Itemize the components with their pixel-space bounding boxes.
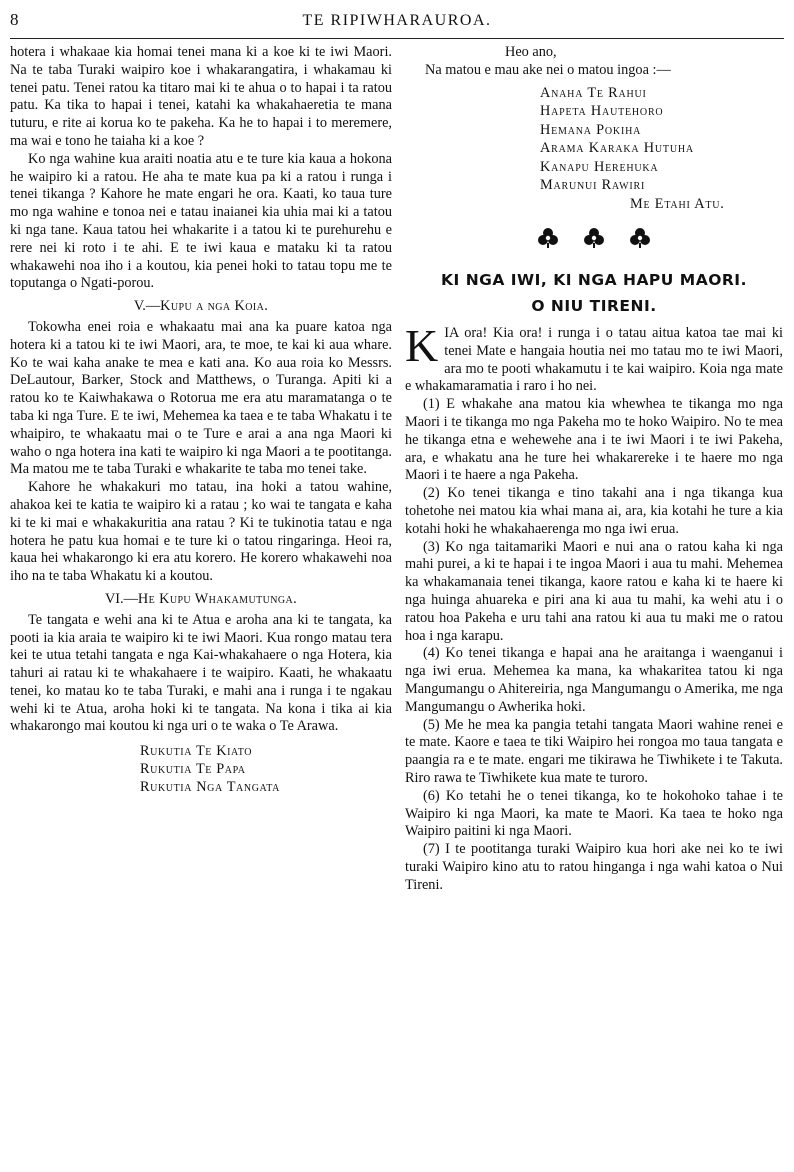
signature: Arama Karaka Hutuha — [540, 140, 694, 157]
numbered-item: (6) Ko tetahi he o tenei tikanga, ko te hokohoko tahae i te Waipiro ki nga Maori, ka mate te Maori. Ka taea te hoko nga Waipiro paitini ki nga Maori. — [405, 787, 783, 840]
numbered-item: (1) E whakahe ana matou kia whewhea te tikanga mo nga Maori i te tikanga mo nga Pakeha mo te hoko Waipiro. No te mea he tikanga etna e wehewehe ana i te iwi Maori i te iwi Pakeha, ara, e whakatu ana he ture hei whakarereke i te haere mo nga Maori i te haere a nga Pakeha. — [405, 396, 783, 484]
article-intro — [405, 320, 783, 396]
article-subtitle: O NIU TIRENI. — [531, 297, 657, 316]
running-title: TE RIPIWHARAUROA. — [302, 12, 492, 29]
closing-line: Na matou e mau ake nei o matou ingoa :— — [425, 61, 671, 78]
paragraph: Ko nga wahine kua araiti noatia atu e te ture kia kaua a hokona he waipiro ki a ratou. He aha te mate kua pa ki a ratou i runga i tenei tikanga ? Kahore he mate engari he ora. Kaati, ko taua ture mo nga wahine e tonoa nei e tatau inaianei kia uhia mai ki a tatou ki nga tane. Kaua tatou hei whakarite i a tatou ki te purehurehu e rere nei ki roto i te ahi. E te iwi kaua e mataku ki ta ratou whakawehi noa iho i a koutou, kia penei hoki to tatau topu me te toputanga o Ngati-porou. — [10, 150, 392, 292]
page-header — [10, 10, 784, 36]
section-number: V.— — [133, 298, 161, 315]
section-heading-v — [10, 298, 392, 316]
drop-cap: K — [405, 320, 439, 372]
numbered-item: (3) Ko nga taitamariki Maori e nui ana o ratou kaha ki nga mahi purei, a ki te hapai i te ingoa Maori i aua tu mahi. Mehemea ka whakamanaia tenei tikanga, kaore ratou e kaha ki te haere ki nga huinga ahuareka e piri ana ki aua tu mahi, ka wehi atu i o ratou hoa Pakeha e uru tahi ana ratou ki aua tu maki me o ratou hoa i nga karapu. — [405, 538, 783, 644]
page-number: 8 — [10, 10, 19, 29]
paragraph: IA ora! Kia ora! i runga i o tatau aitua katoa tae mai ki tenei Mate e hangaia houtia nei mo tatau mo te iwi Maori, ara mo te pooti whakamutu i te kai waipiro. Koia nga mate e whakamaramatia i raro i ho nei. — [405, 325, 783, 395]
left-column — [10, 44, 392, 1168]
signature: Rukutia Nga Tangata — [140, 779, 280, 796]
closing-salutation: Heo ano, — [505, 44, 557, 60]
paragraph: Te tangata e wehi ana ki te Atua e aroha ana ki te tangata, ka pooti ia kia araia te waipiro ki te iwi Maori. Kua rongo matau tera kei te utua tetahi tangata e nga Kai-whakahaere o nga Hotera, kia tahuri ai ratau ki te whakahaere i te waipiro. Kaati, he whakaatu tenei, ko matau ko te taba Turaki, e mahi ana i runga i te ngakau wehi ki te Atua, aroha hoki ki te tangata. Na kona i tika ai kia whakarongo mai koutou ki nga uri o te waka o Te Arawa. — [10, 611, 392, 735]
signature: Hemana Pokiha — [540, 121, 642, 138]
signature-block — [10, 742, 392, 796]
article-title: KI NGA IWI, KI NGA HAPU MAORI. — [441, 271, 747, 290]
paragraph: hotera i whakaae kia homai tenei mana ki a koe ki te iwi Maori. Na te taba Turaki waipiro koe i whakarangatira, i whakamau ki tenei patu. Tenei ratou ka titaro mai ki te ahua o to hapai i ta ratou patu. Ka tika to hapai i tenei, katahi ka whakahaeretia te mana tuturu, e rite ai korua ko te pakeha. Ka he to hapai i to meremere, ma wai e tono he taiaha ki a koe ? — [10, 44, 392, 149]
numbered-item: (4) Ko tenei tikanga e hapai ana he araitanga i waenganui i nga iwi erua. Mehemea ka mana, ka whakaritea tatou ki nga Mangumangu o Ahitereiria, nga Mangumangu o Amerika, me nga Mangumangu o Awherika hoki. — [405, 645, 783, 715]
right-column — [405, 44, 783, 1168]
section-title: Kupu a nga Koia. — [160, 298, 269, 315]
numbered-item: (2) Ko tenei tikanga e tino takahi ana i nga tikanga kua tohetohe nei matou kia whai mana ai, ara, kia kotahi he ture a kia kotahi hoki he whakahaerenga mo nga iwi erua. — [405, 485, 783, 537]
signature-block — [405, 84, 783, 214]
flower-ornament-icon — [629, 227, 651, 249]
signature: Rukutia Te Papa — [140, 761, 246, 778]
paragraph: Tokowha enei roia e whakaatu mai ana ka puare katoa nga hotera ki a tatou ki te iwi Maori, ara, te moe, te kai ki aua whare. Ko te wai kaha anake te mea e kati ana. Ko aua roia ko Messrs. DeLautour, Barker, Stock and Matthews, o Turanga. Apiti ki a ratou ko te Kaiwhakawa o Rotorua me era atu maramatanga o te taba ki nga Ture. E te iwi, Mehemea ka taea e te taba Whakatu i te whaipiro, te whakaatu mai o te Ture e arai a ana nga Maori ki waho o nga hotera ina kati te waipiro ki nga Maori a te pootitanga. Ma matou me te taba Turaki e whakarite te taba mo tenei take. — [10, 318, 392, 478]
signature: Kanapu Herehuka — [540, 158, 659, 175]
ornament-row — [405, 227, 783, 253]
signature: Anaha Te Rahui — [540, 84, 647, 101]
flower-ornament-icon — [537, 227, 559, 249]
signature: Hapeta Hautehoro — [540, 103, 664, 120]
header-rule — [10, 38, 784, 39]
section-number: VI.— — [104, 590, 138, 607]
paragraph: Kahore he whakakuri mo tatau, ina hoki a tatou wahine, ahakoa kei te katia te waipiro ki a ratau ; ko wai te tangata e kaha ki te ki mai e whakakuritia ana ratau ? Ki te tukinotia tatau e nga hotera he patu kua homai e te ture ki o tatou ringaringa. Heoi ra, kaua hei whakarongo ki era atu korero. He korero whakawehi noa iho na te taba Whakatu ki a koutou. — [10, 479, 392, 585]
signature: Rukutia Te Kiato — [140, 743, 253, 760]
section-title: He Kupu Whakamutunga. — [137, 590, 298, 607]
signature-others: Me Etahi Atu. — [630, 195, 725, 212]
signature: Marunui Rawiri — [540, 177, 646, 194]
numbered-item: (5) Me he mea ka pangia tetahi tangata Maori wahine renei e te mate. Kaore e taea te tiki Waipiro hei rongoa mo taua tangata e paangia ra e te mate. engari me tikirawa he Tiwhikete i te Takuta. Riro rawa te Tiwhikete kua mate te turoro. — [405, 716, 783, 787]
section-heading-vi — [10, 591, 392, 609]
flower-ornament-icon — [583, 227, 605, 249]
numbered-item: (7) I te pootitanga turaki Waipiro kua hori ake nei ko te iwi turaki Waipiro kino atu to ratou hinganga i nga wahi katoa o Nui Tireni. — [405, 841, 783, 893]
